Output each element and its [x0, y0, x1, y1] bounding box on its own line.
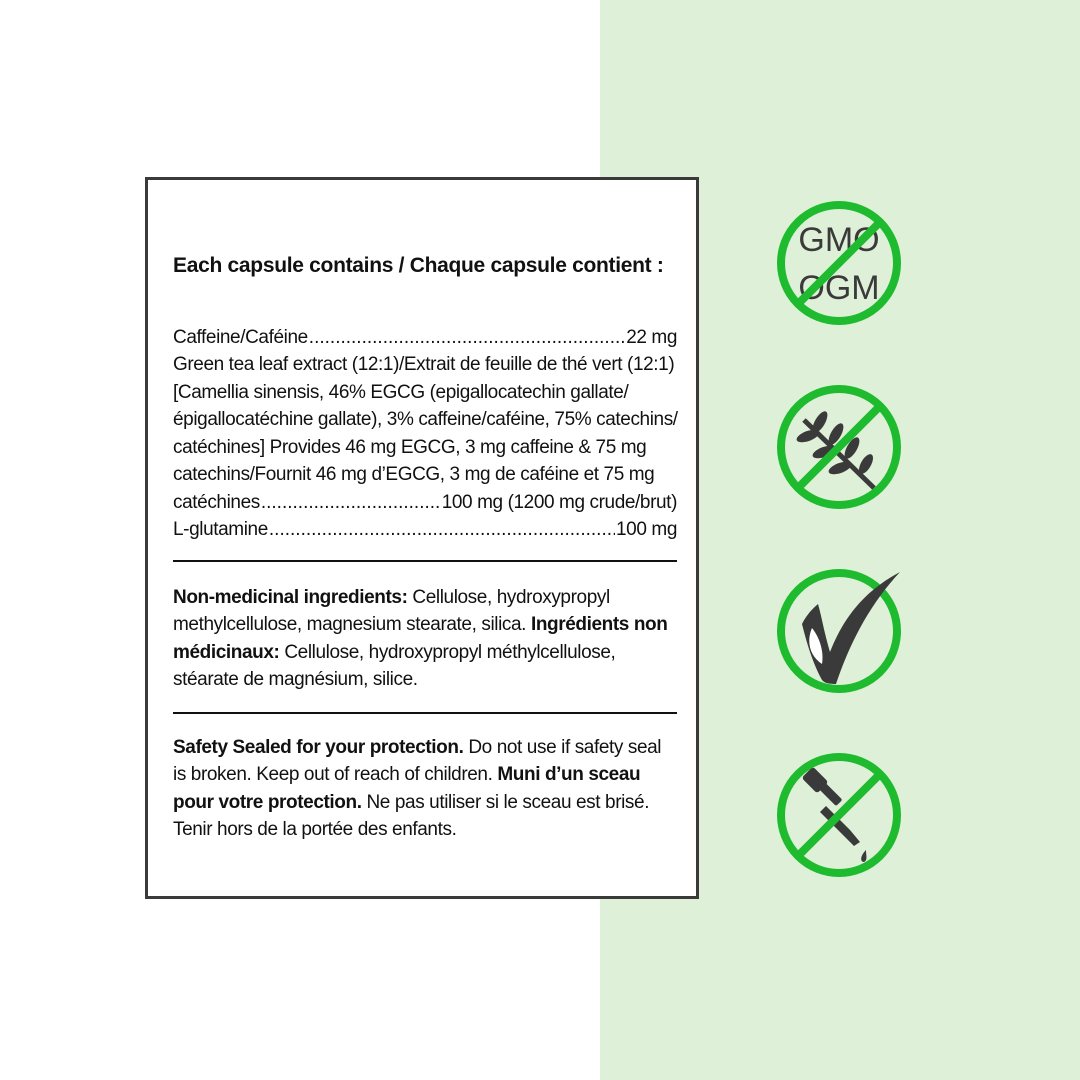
- safety-text-fr: Ne pas utiliser si le sceau est brisé. Tenir hors de la portée des enfants.: [173, 791, 650, 840]
- green-tea-line-3: épigallocatéchine gallate), 3% caffeine/caféine, 75% catechins/: [173, 409, 678, 430]
- non-medicinal-paragraph: [173, 584, 677, 694]
- green-tea-line-4: catéchines] Provides 46 mg EGCG, 3 mg caffeine & 75 mg: [173, 436, 647, 458]
- caffeine-row: [173, 324, 677, 352]
- ogm-text: OGM: [798, 269, 880, 307]
- prohibition-slash: [798, 406, 880, 488]
- dot-leader: [261, 489, 441, 517]
- non-medicinal-label-fr: Ingrédients non médicinaux:: [173, 614, 668, 663]
- green-tea-amount: 100 mg (1200 mg crude/brut): [441, 491, 677, 513]
- vegan-check-icon: [774, 566, 904, 696]
- caffeine-name: Caffeine/Caféine: [173, 326, 308, 348]
- label-content: [173, 252, 677, 844]
- divider-line: [173, 712, 677, 714]
- supplement-facts-label: [145, 177, 699, 899]
- non-medicinal-text-en: Cellulose, hydroxypropyl methylcellulose, magnesium stearate, silica.: [173, 586, 610, 635]
- safety-text-en: Do not use if safety seal is broken. Keep out of reach of children.: [173, 736, 662, 785]
- label-heading: Each capsule contains / Chaque capsule contient :: [173, 254, 664, 277]
- green-tea-line-2: [Camellia sinensis, 46% EGCG (epigallocatechin gallate/: [173, 381, 629, 403]
- green-tea-line-6: catéchines: [173, 491, 260, 513]
- green-tea-line-1: Green tea leaf extract (12:1)/Extrait de feuille de thé vert (12:1): [173, 354, 675, 375]
- glutamine-row: [173, 516, 677, 544]
- safety-paragraph: [173, 734, 677, 844]
- glutamine-amount: 100 mg: [616, 519, 677, 540]
- green-tea-line-5: catechins/Fournit 46 mg d’EGCG, 3 mg de caféine et 75 mg: [173, 464, 655, 485]
- safety-label-fr: Muni d’un sceau pour votre protection.: [173, 764, 641, 813]
- gmo-text: GMO: [798, 221, 880, 259]
- divider-line: [173, 560, 677, 562]
- dot-leader: [309, 324, 625, 352]
- caffeine-amount: 22 mg: [626, 326, 677, 348]
- glutamine-name: L-glutamine: [173, 519, 268, 540]
- no-artificial-dropper-icon: [774, 750, 904, 880]
- dot-leader: [269, 516, 615, 544]
- no-gmo-icon: [774, 198, 904, 328]
- safety-label-en: Safety Sealed for your protection.: [173, 736, 464, 758]
- non-medicinal-text-fr: Cellulose, hydroxypropyl méthylcellulose, stéarate de magnésium, silice.: [173, 641, 616, 690]
- non-medicinal-label-en: Non-medicinal ingredients:: [173, 586, 408, 608]
- green-tea-amount-row: [173, 489, 677, 517]
- no-gluten-icon: [774, 382, 904, 512]
